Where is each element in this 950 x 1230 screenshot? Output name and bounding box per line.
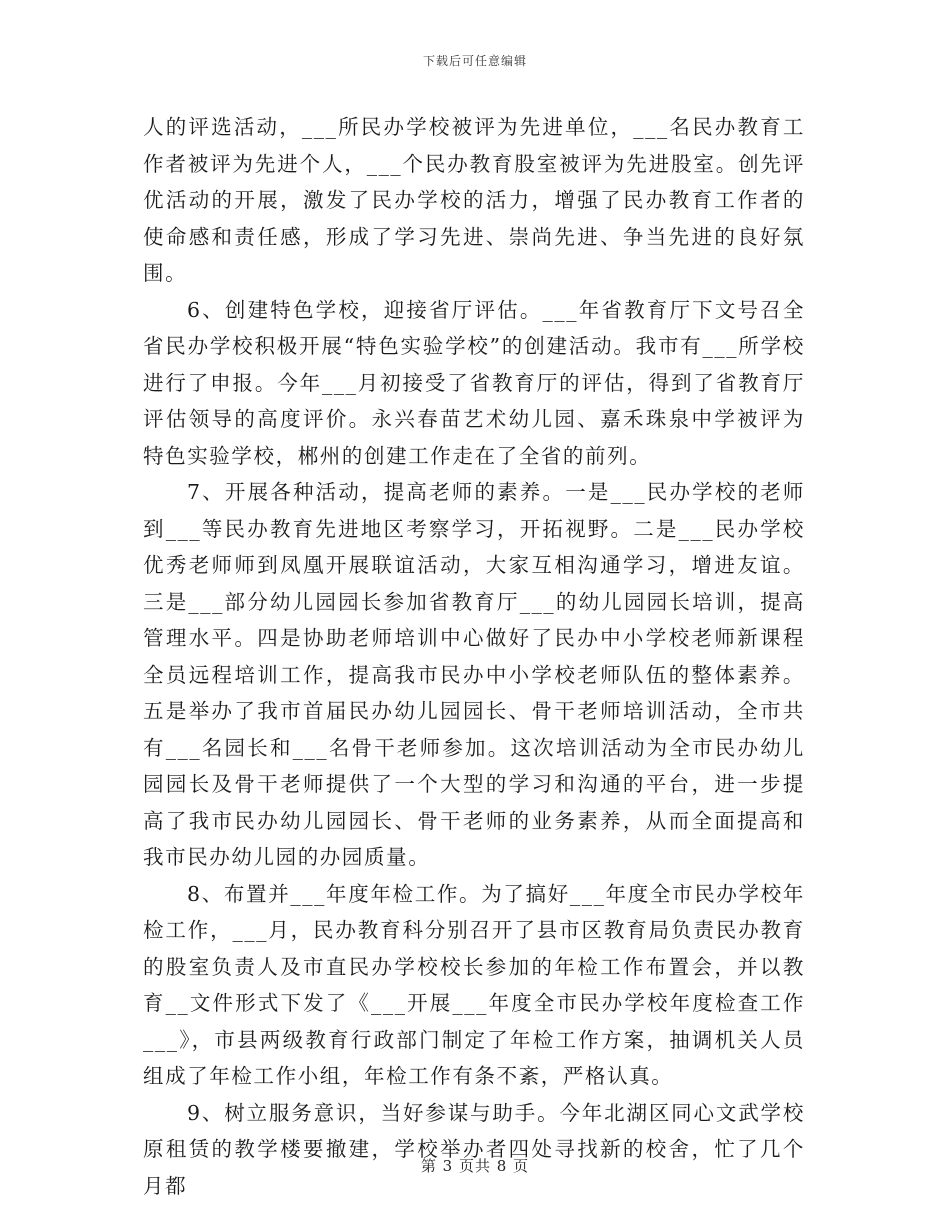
page-header: 下载后可任意编辑 [422, 54, 527, 68]
paragraph-item-9: 9、树立服务意识，当好参谋与助手。今年北湖区同心文武学校原租赁的教学楼要撤建，学校举办者四处寻找新的校舍，忙了几个月都 [143, 1100, 805, 1198]
paragraph-item-7: 7、开展各种活动，提高老师的素养。一是___民办学校的老师到___等民办教育先进地区考察学习，开拓视野。二是___民办学校优秀老师师到凤凰开展联谊活动，大家互相沟通学习，增进友谊。三是___部分幼儿园园长参加省教育厅___的幼儿园园长培训，提高管理水平。四是协助老师培训中心做好了民办中小学校老师新课程全员远程培训工作，提高我市民办中小学校老师队伍的整体素养。五是举办了我市首届民办幼儿园园长、骨干老师培训活动，全市共有___名园长和___名骨干老师参加。这次培训活动为全市民办幼儿园园长及骨干老师提供了一个大型的学习和沟通的平台，进一步提高了我市民办幼儿园园长、骨干老师的业务素养，从而全面提高和我市民办幼儿园的办园质量。 [143, 480, 805, 869]
paragraph-continuation: 人的评选活动，___所民办学校被评为先进单位，___名民办教育工作者被评为先进个人，___个民办教育股室被评为先进股室。创先评优活动的开展，激发了民办学校的活力，增强了民办教育工作者的使命感和责任感，形成了学习先进、崇尚先进、争当先进的良好氛围。 [143, 115, 805, 285]
paragraph-item-6: 6、创建特色学校，迎接省厅评估。___年省教育厅下文号召全省民办学校积极开展“特色实验学校”的创建活动。我市有___所学校进行了申报。今年___月初接受了省教育厅的评估，得到了省教育厅评估领导的高度评价。永兴春苗艺术幼儿园、嘉禾珠泉中学被评为特色实验学校，郴州的创建工作走在了全省的前列。 [143, 297, 805, 468]
paragraph-item-8: 8、布置并___年度年检工作。为了搞好___年度全市民办学校年检工作，___月，民办教育科分别召开了县市区教育局负责民办教育的股室负责人及市直民办学校校长参加的年检工作布置会，并以教育__文件形式下发了《___开展___年度全市民办学校年度检查工作___》，市县两级教育行政部门制定了年检工作方案，抽调机关人员组成了年检工作小组，年检工作有条不紊，严格认真。 [143, 881, 805, 1088]
page-footer: 第 3 页共 8 页 [420, 1157, 530, 1175]
document-body [143, 109, 805, 1204]
